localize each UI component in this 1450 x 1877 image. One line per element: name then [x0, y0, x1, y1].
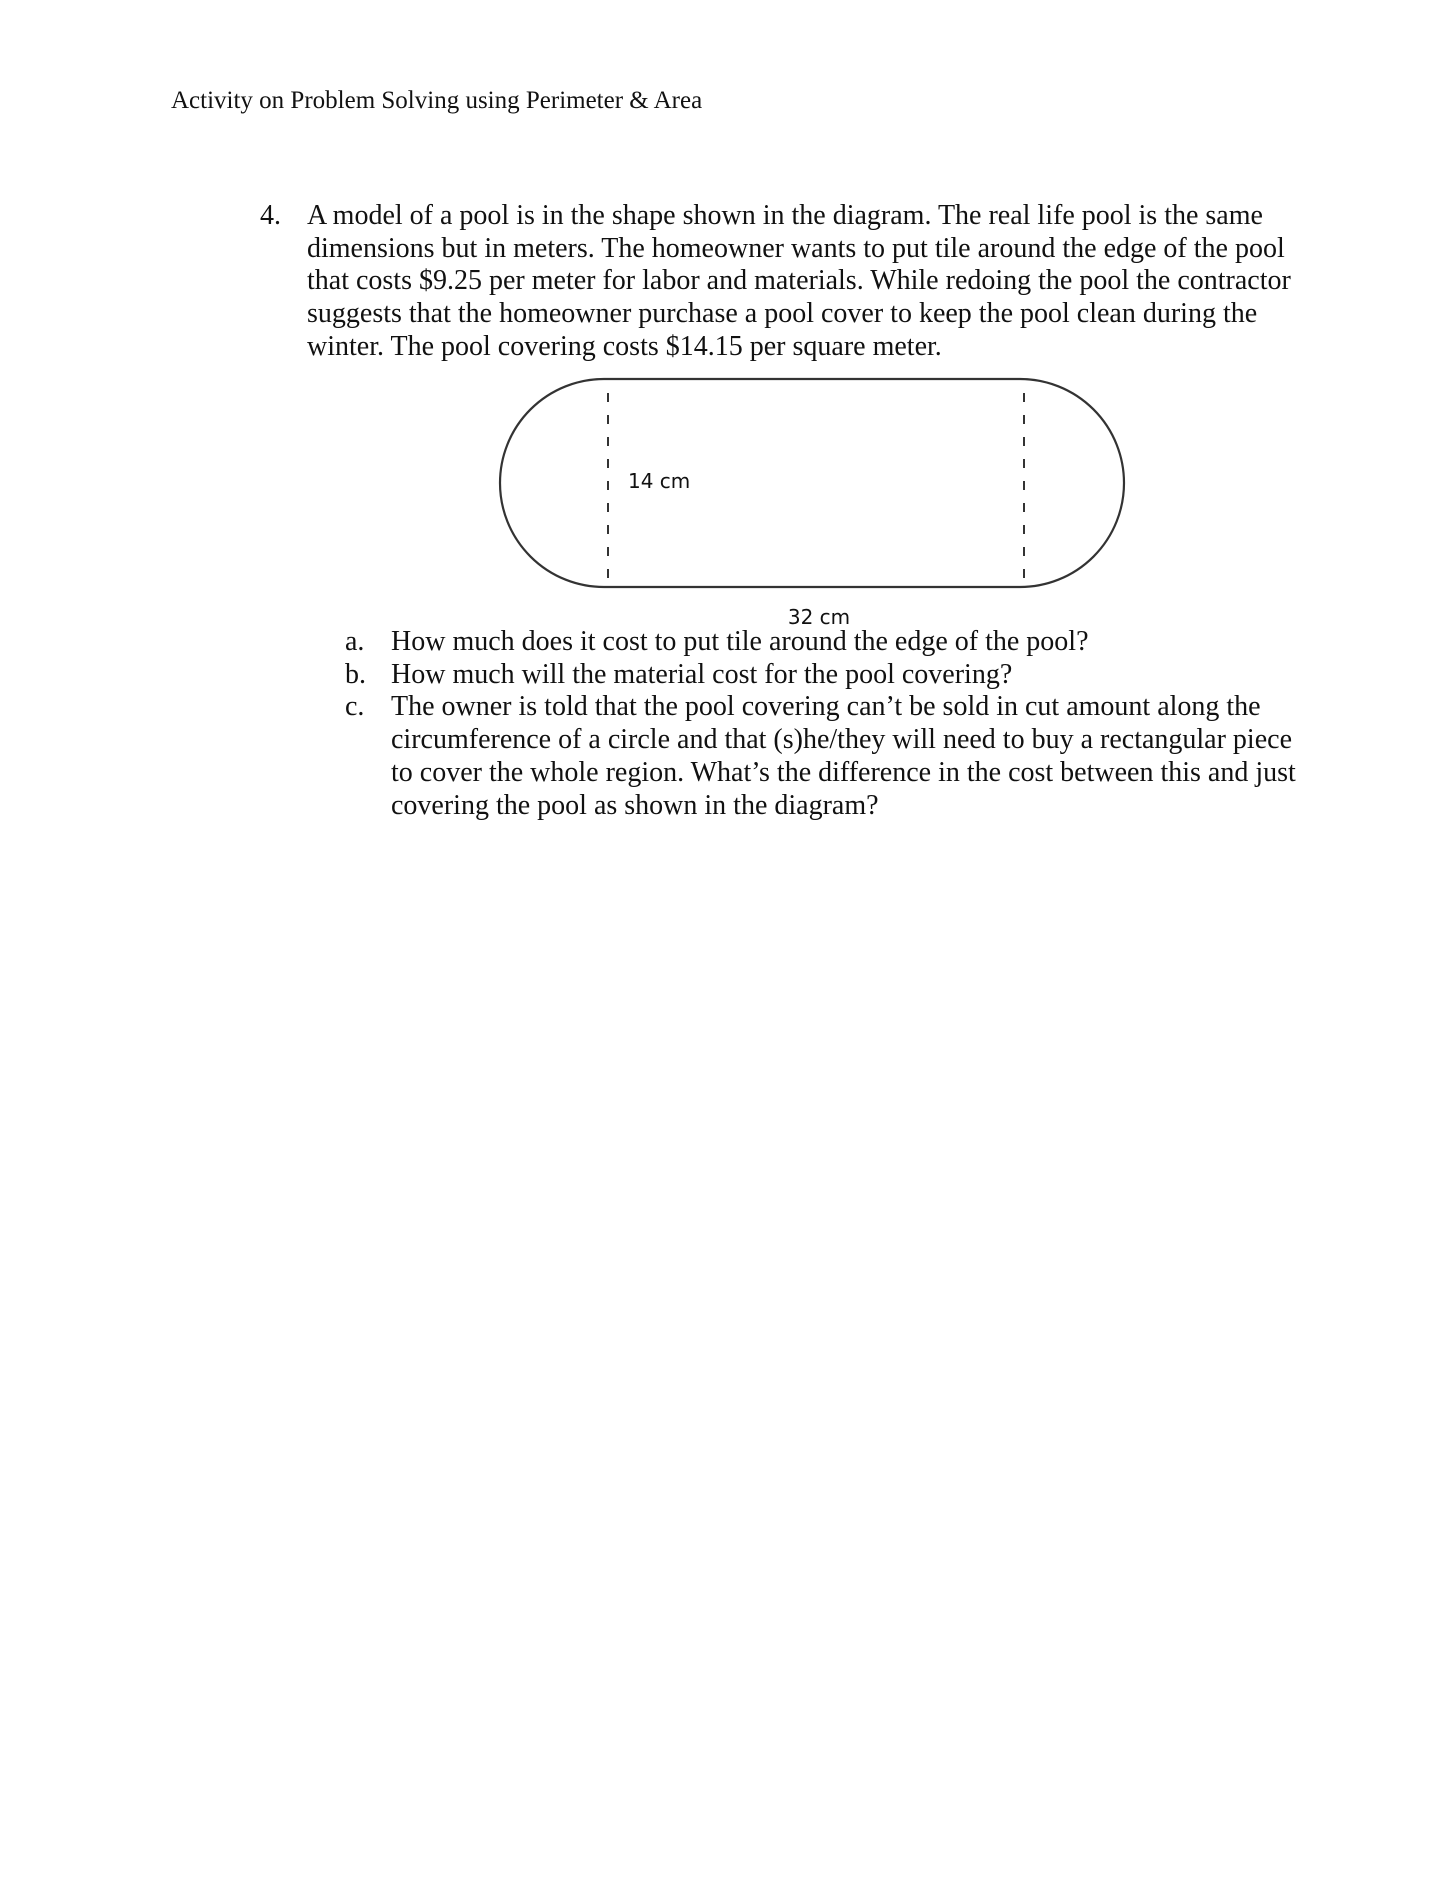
width-label: 14 cm [628, 469, 691, 493]
sub-questions [345, 626, 1305, 822]
question-text: The owner is told that the pool covering can’t be sold in cut amount along the circumference of a circle and that (s)he/they will need to buy a rectangular piece to cover the whole region. What’s the difference in the cost between this and just covering the pool as shown in the diagram? [391, 691, 1296, 821]
worksheet-title: Activity on Problem Solving using Perimeter & Area [171, 87, 703, 114]
question-letter: b. [345, 658, 366, 690]
question-letter: c. [345, 691, 365, 723]
length-label: 32 cm [787, 605, 851, 629]
question-b [345, 659, 1305, 692]
pool-outline [500, 379, 1124, 587]
question-c [345, 691, 1305, 822]
problem-number: 4. [260, 200, 281, 231]
question-text: How much does it cost to put tile around the edge of the pool? [391, 626, 1089, 657]
question-a [345, 626, 1305, 659]
problem-text: A model of a pool is in the shape shown in the diagram. The real life pool is the same dimensions but in meters. The homeowner wants to put tile around the edge of the pool that costs $9.25 per meter for labor and materials. While redoing the pool the contractor suggests that the homeowner purchase a pool cover to keep the pool clean during the winter. The pool covering costs $14.15 per square meter. [307, 200, 1291, 362]
question-letter: a. [345, 626, 365, 657]
question-text: How much will the material cost for the pool covering? [391, 658, 1013, 690]
